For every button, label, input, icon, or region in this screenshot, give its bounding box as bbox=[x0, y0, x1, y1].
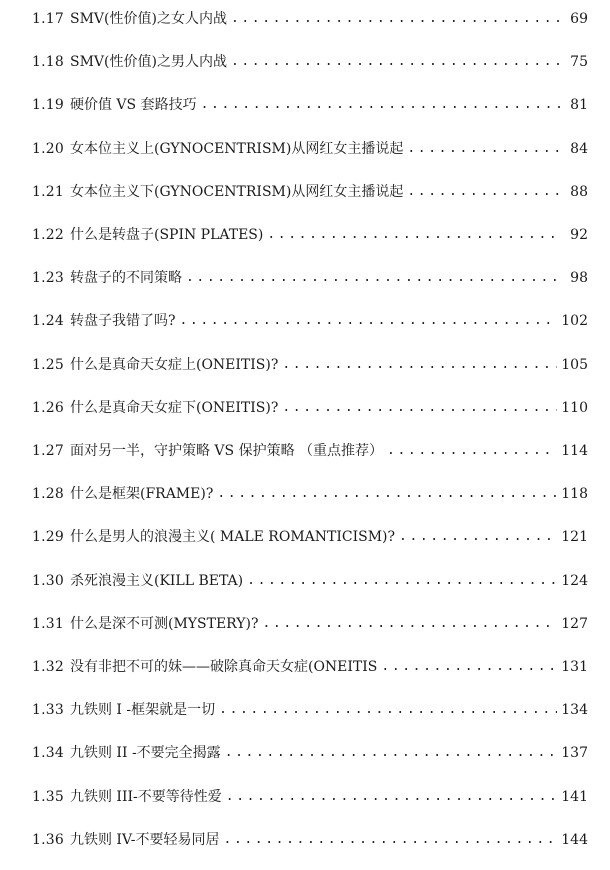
toc-entry-number: 1.18 bbox=[32, 54, 64, 71]
toc-entry-title: 什么是转盘子(SPIN PLATES) bbox=[69, 227, 264, 243]
toc-entry-page-number: 81 bbox=[570, 97, 588, 114]
toc-entry-title: SMV(性价值)之男人内战 bbox=[69, 54, 227, 71]
toc-entry-page-number: 131 bbox=[561, 659, 588, 675]
toc-entry-title: 什么是框架(FRAME)? bbox=[69, 486, 214, 503]
toc-dot-leader bbox=[226, 785, 558, 809]
toc-entry[interactable] bbox=[32, 569, 588, 593]
toc-entry[interactable] bbox=[32, 698, 588, 722]
toc-entry-page-number: 84 bbox=[570, 140, 588, 157]
toc-entry-page-number: 69 bbox=[570, 11, 588, 27]
toc-entry-number: 1.19 bbox=[32, 97, 64, 114]
toc-entry-title: 硬价值 VS 套路技巧 bbox=[69, 97, 197, 114]
toc-dot-leader bbox=[387, 439, 557, 463]
toc-dot-leader bbox=[225, 741, 558, 765]
toc-entry-number: 1.25 bbox=[32, 356, 64, 373]
toc-entry[interactable] bbox=[32, 353, 588, 377]
toc-entry-title: 什么是深不可测(MYSTERY)? bbox=[69, 615, 259, 632]
toc-entry-number: 1.29 bbox=[32, 529, 64, 546]
toc-entry-title: 什么是真命天女症上(ONEITIS)? bbox=[69, 356, 279, 373]
toc-dot-leader bbox=[267, 223, 562, 247]
toc-entry[interactable] bbox=[32, 50, 588, 74]
toc-entry-number: 1.20 bbox=[32, 140, 64, 157]
toc-entry-title: 什么是真命天女症下(ONEITIS)? bbox=[69, 399, 279, 416]
toc-entry-title: 九铁则 III-不要等待性爱 bbox=[69, 788, 222, 805]
toc-entry[interactable] bbox=[32, 180, 588, 204]
toc-entry-number: 1.36 bbox=[32, 831, 64, 848]
toc-entry[interactable] bbox=[32, 7, 588, 31]
toc-entry[interactable] bbox=[32, 482, 588, 506]
toc-entry-page-number: 110 bbox=[561, 399, 588, 416]
toc-entry[interactable] bbox=[32, 741, 588, 765]
toc-entry-title: 女本位主义下(GYNOCENTRISM)从网红女主播说起 bbox=[69, 183, 404, 200]
toc-entry-number: 1.26 bbox=[32, 399, 64, 416]
toc-entry[interactable] bbox=[32, 612, 588, 636]
toc-dot-leader bbox=[219, 698, 557, 722]
toc-entry-title: 转盘子我错了吗? bbox=[69, 313, 176, 330]
toc-entry-title: 九铁则 I -框架就是一切 bbox=[69, 702, 216, 719]
toc-entry-page-number: 134 bbox=[561, 702, 588, 719]
toc-entry[interactable] bbox=[32, 655, 588, 679]
toc-entry-page-number: 98 bbox=[570, 270, 588, 287]
toc-entry[interactable] bbox=[32, 93, 588, 117]
toc-entry-title: 九铁则 II -不要完全揭露 bbox=[69, 745, 221, 762]
toc-dot-leader bbox=[231, 50, 562, 74]
toc-dot-leader bbox=[399, 525, 557, 549]
toc-entry-page-number: 121 bbox=[561, 529, 588, 546]
toc-entry-number: 1.34 bbox=[32, 745, 64, 762]
toc-entry-number: 1.24 bbox=[32, 313, 64, 330]
toc-entry-page-number: 141 bbox=[561, 788, 588, 805]
toc-entry-title: 杀死浪漫主义(KILL BETA) bbox=[69, 572, 244, 589]
toc-entry-page-number: 105 bbox=[561, 356, 588, 373]
toc-entry-title: 转盘子的不同策略 bbox=[69, 270, 182, 287]
toc-entry-page-number: 124 bbox=[561, 572, 588, 589]
toc-entry-number: 1.30 bbox=[32, 572, 64, 589]
toc-entry[interactable] bbox=[32, 266, 588, 290]
toc-entry-page-number: 88 bbox=[570, 183, 588, 200]
toc-entry-title: 没有非把不可的妹——破除真命天女症(ONEITIS bbox=[69, 659, 378, 675]
toc-entry-number: 1.27 bbox=[32, 443, 64, 459]
toc-entry[interactable] bbox=[32, 309, 588, 333]
toc-entry-number: 1.33 bbox=[32, 702, 64, 719]
toc-entry-number: 1.21 bbox=[32, 183, 64, 200]
toc-entry-number: 1.32 bbox=[32, 659, 64, 675]
toc-entry-number: 1.31 bbox=[32, 615, 64, 632]
toc-entry-page-number: 118 bbox=[561, 486, 588, 503]
toc-dot-leader bbox=[247, 569, 557, 593]
toc-entry-title: 九铁则 IV-不要轻易同居 bbox=[69, 831, 220, 848]
toc-entry-title: 面对另一半，守护策略 VS 保护策略 （重点推荐） bbox=[69, 443, 384, 459]
toc-dot-leader bbox=[201, 93, 562, 117]
toc-entry[interactable] bbox=[32, 785, 588, 809]
toc-entry-number: 1.28 bbox=[32, 486, 64, 503]
toc-dot-leader bbox=[186, 266, 562, 290]
toc-entry-page-number: 92 bbox=[570, 227, 588, 243]
toc-entry-number: 1.17 bbox=[32, 11, 64, 27]
toc-entry-page-number: 114 bbox=[561, 443, 588, 459]
toc-entry-page-number: 137 bbox=[561, 745, 588, 762]
toc-entry-number: 1.35 bbox=[32, 788, 64, 805]
toc-entry-title: 女本位主义上(GYNOCENTRISM)从网红女主播说起 bbox=[69, 140, 404, 157]
toc-dot-leader bbox=[217, 482, 557, 506]
toc-dot-leader bbox=[407, 180, 562, 204]
toc-entry[interactable] bbox=[32, 223, 588, 247]
toc-dot-leader bbox=[180, 309, 558, 333]
toc-dot-leader bbox=[407, 137, 562, 161]
toc-entry[interactable] bbox=[32, 439, 588, 463]
toc-dot-leader bbox=[224, 828, 558, 852]
toc-dot-leader bbox=[381, 655, 557, 679]
toc-entry-page-number: 144 bbox=[561, 831, 588, 848]
toc-entry[interactable] bbox=[32, 137, 588, 161]
toc-entry[interactable] bbox=[32, 396, 588, 420]
toc-entry-page-number: 102 bbox=[561, 313, 588, 330]
toc-entry[interactable] bbox=[32, 828, 588, 852]
toc-entry[interactable] bbox=[32, 525, 588, 549]
toc-entry-page-number: 75 bbox=[570, 54, 588, 71]
toc-dot-leader bbox=[282, 353, 557, 377]
toc-entry-number: 1.23 bbox=[32, 270, 64, 287]
toc-entry-number: 1.22 bbox=[32, 227, 64, 243]
toc-entry-title: SMV(性价值)之女人内战 bbox=[69, 11, 227, 27]
toc-entry-page-number: 127 bbox=[561, 615, 588, 632]
toc-dot-leader bbox=[282, 396, 557, 420]
toc-entry-title: 什么是男人的浪漫主义( MALE ROMANTICISM)? bbox=[69, 529, 396, 546]
toc-dot-leader bbox=[263, 612, 558, 636]
toc-dot-leader bbox=[231, 7, 562, 31]
